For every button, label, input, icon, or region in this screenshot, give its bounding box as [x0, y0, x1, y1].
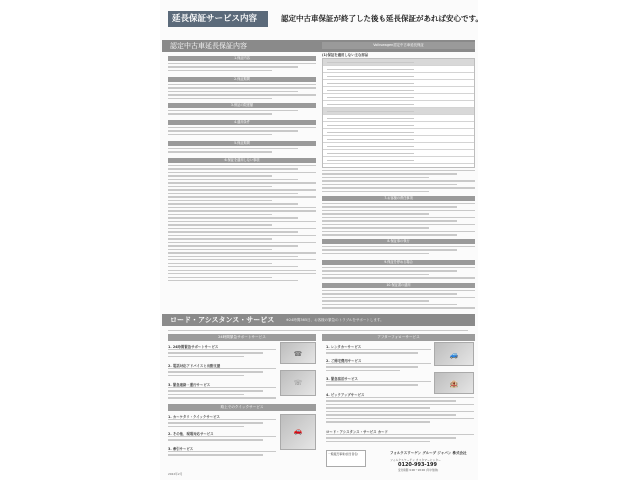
after-item-1: 1. レンタカーサービス — [326, 345, 362, 349]
warranty-header-3: 3.保証の限度額 — [168, 103, 316, 108]
roadside-photo-phone — [280, 342, 316, 364]
rental-car-icon: 🚙 — [449, 350, 459, 359]
warranty-text-1 — [168, 63, 316, 73]
roadside-intro-text — [168, 330, 468, 333]
parts-table-title: (1)保証を適用しない主な部品 — [322, 53, 369, 57]
quick-item-1-text — [168, 419, 276, 429]
roadside-col1-header: 24時間緊急サポートサービス — [168, 334, 316, 341]
after-item-4-text — [326, 397, 474, 425]
roadside-photo-car — [280, 414, 316, 450]
roadside-col2-header: アフターフォローサービス — [322, 334, 475, 341]
roadside-item-1: 1. 24時間緊急サポートサービス — [168, 345, 219, 349]
roadside-title: ロード・アシスタンス・サービス — [170, 316, 275, 324]
roadside-item-3-text — [168, 387, 276, 401]
dealer-box — [326, 450, 366, 467]
footer-company: フォルクスワーゲン グループ ジャパン 株式会社 — [390, 451, 467, 455]
customer-duties-text — [322, 203, 475, 238]
warranty-header-7: 7.お客様の責任事項 — [322, 196, 475, 201]
quick-item-3: 3. 牽引サービス — [168, 447, 194, 451]
roadside-item-1-text — [168, 349, 276, 359]
footer-hours: 受付時間 9:00〜18:00 (年中無休) — [398, 469, 439, 472]
warranty-text-2 — [168, 84, 316, 101]
warranty-header-6: 6.保証を適用しない事項 — [168, 158, 316, 163]
warranty-section-title: 認定中古車延長保証内容 — [170, 42, 247, 50]
car-icon: 🚗 — [293, 426, 303, 435]
warranty-text-4 — [168, 127, 316, 137]
roadside-item-3: 3. 緊急連絡・運行サービス — [168, 383, 211, 387]
parts-table — [322, 58, 475, 168]
dealer-box-title: 一般販売事業(担当者名) — [328, 452, 359, 456]
roadside-item-2: 2. 電話対応アドバイスと出動支援 — [168, 364, 221, 368]
roadside-card-text — [326, 434, 474, 444]
quick-item-2: 2. その他、現場対応サービス — [168, 432, 214, 436]
quick-item-1: 1. カーケタリ・クイックサービス — [168, 415, 220, 419]
warranty-text-3 — [168, 110, 316, 117]
after-item-3-text — [326, 381, 431, 388]
warranty-header-8: 8.保証事の執行 — [322, 239, 475, 244]
quick-service-header: 路上でのクイックサービス — [168, 404, 316, 411]
footer-phone: 0120-993-199 — [398, 462, 437, 468]
warranty-execution-text — [322, 246, 475, 256]
after-item-3: 3. 緊急宿泊サービス — [326, 377, 358, 381]
warranty-header-5: 5.保証期間 — [168, 141, 316, 146]
page-title: 延長保証サービス内容 — [168, 11, 268, 27]
footer-customer-center: フォルクスワーゲン カスタマーセンター — [390, 458, 441, 462]
warranty-header-1: 1.保証内容 — [168, 56, 316, 61]
phone-icon: ☎ — [293, 350, 303, 358]
warranty-stop-text — [322, 267, 475, 281]
after-item-4: 4. ピックアップサービス — [326, 393, 365, 397]
warranty-header-2: 2.保証期間 — [168, 77, 316, 82]
after-photo-hotel — [434, 372, 474, 394]
vw-badge: Volkswagen認定中古車延長保証 — [322, 42, 475, 49]
page-headline: 認定中古車保証が終了した後も延長保証があれば安心です。 — [281, 14, 483, 23]
warranty-header-4: 4.適用条件 — [168, 120, 316, 125]
warranty-apply-text — [322, 290, 475, 311]
after-item-2: 2. ご帰宅費用サービス — [326, 359, 362, 363]
warranty-text-5 — [168, 148, 316, 155]
warranty-header-9: 9.保証を停める場合 — [322, 260, 475, 265]
roadside-item-2-text — [168, 368, 276, 378]
after-photo-car — [434, 342, 474, 366]
quick-item-3-text — [168, 451, 276, 458]
warranty-exclusions-text — [168, 165, 316, 283]
after-item-1-text — [326, 349, 431, 356]
roadside-note: ※24時間365日、お客様の緊急のトラブルをサポートします。 — [286, 318, 384, 322]
warranty-header-10: 10.保証書の適用 — [322, 283, 475, 288]
roadside-photo-operator — [280, 370, 316, 396]
roadside-card-title: ロード・アシスタンス・サービス カード — [326, 430, 388, 434]
document-date: 2022年2月 — [168, 472, 183, 476]
after-item-2-text — [326, 363, 431, 373]
parts-table-notes — [322, 170, 475, 194]
operator-icon: ☏ — [293, 379, 303, 388]
quick-item-2-text — [168, 436, 276, 443]
hotel-icon: 🏨 — [449, 380, 459, 388]
